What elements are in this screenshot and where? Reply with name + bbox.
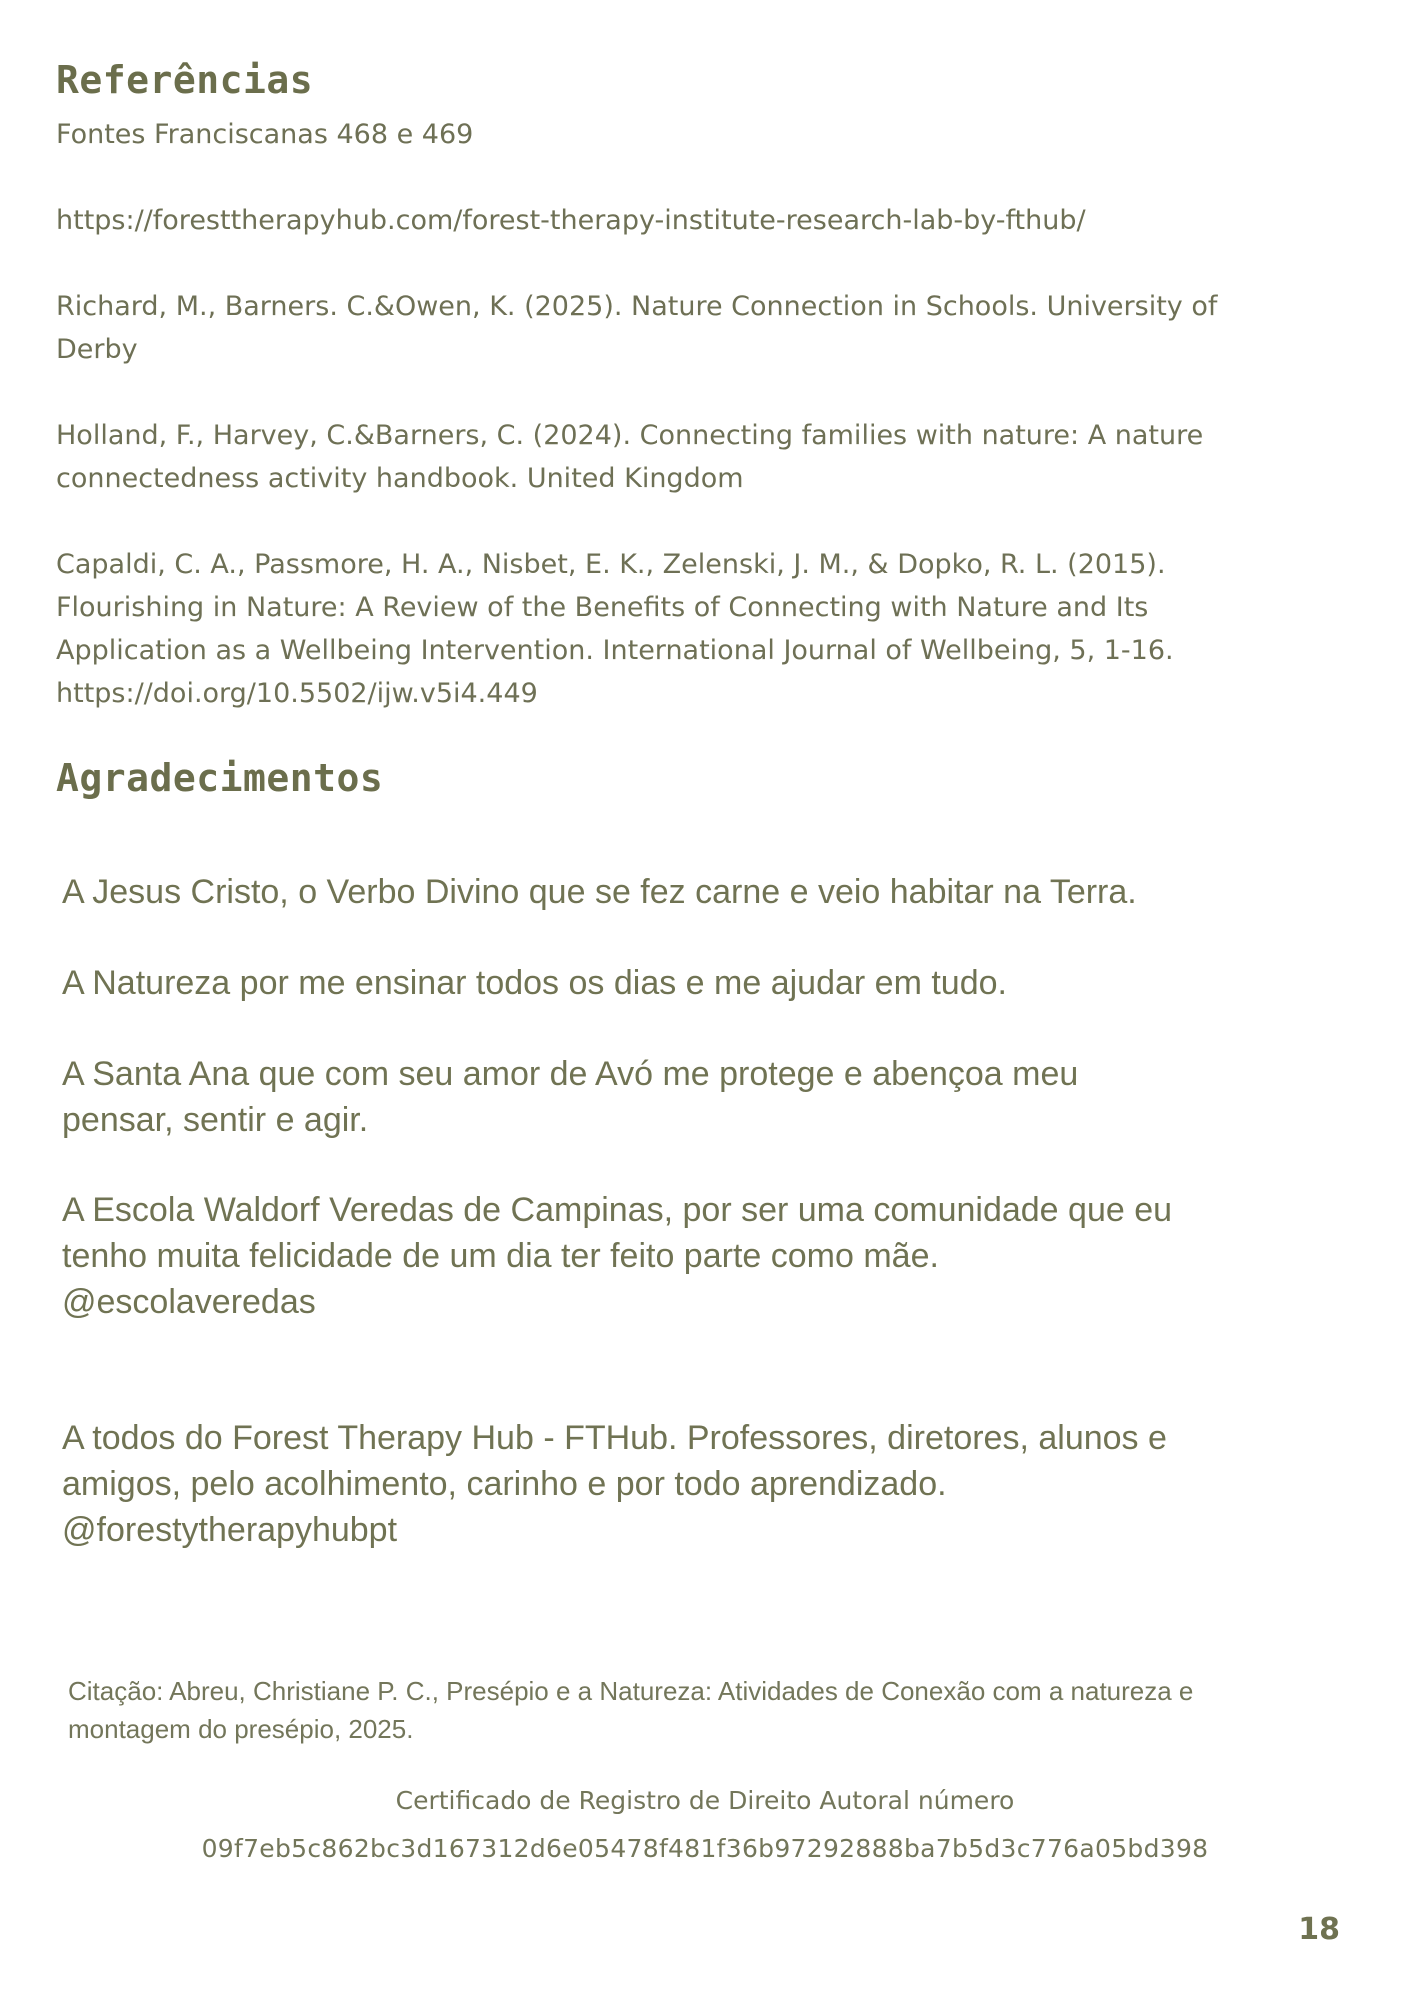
acknowledgement-item xyxy=(62,1051,1302,1143)
reference-item: Capaldi, C. A., Passmore, H. A., Nisbet, E. K., Zelenski, J. M., & Dopko, R. L. (2015). Flourishing in Nature: A Review of the Benefits of Connecting with Nature and Its Application as a Wellbeing Intervention. International Journal of Wellbeing, 5, 1-16. https://doi.org/10.5502/ijw.v5i4.449 xyxy=(56,549,1174,709)
instagram-handle[interactable]: @escolaveredas xyxy=(62,1283,316,1321)
acknowledgement-item xyxy=(62,869,1302,915)
acknowledgement-item xyxy=(62,1187,1302,1325)
acknowledgement-line: A todos do Forest Therapy Hub - FTHub. Professores, diretores, alunos e xyxy=(62,1419,1167,1457)
acknowledgement-line: A Natureza por me ensinar todos os dias e me ajudar em tudo. xyxy=(62,964,1007,1002)
page-number: 18 xyxy=(1298,1912,1340,1947)
certificate-hash: 09f7eb5c862bc3d167312d6e05478f481f36b97292888ba7b5d3c776a05bd398 xyxy=(201,1834,1209,1863)
acknowledgements-heading: Agradecimentos xyxy=(56,756,384,800)
reference-item: Holland, F., Harvey, C.&Barners, C. (2024). Connecting families with nature: A nature connectedness activity handbook. United Kingdom xyxy=(56,420,1204,494)
acknowledgement-item xyxy=(62,960,1302,1006)
acknowledgement-line: A Jesus Cristo, o Verbo Divino que se fez carne e veio habitar na Terra. xyxy=(62,873,1137,911)
acknowledgement-line: pensar, sentir e agir. xyxy=(62,1101,369,1139)
reference-link[interactable]: https://foresttherapyhub.com/forest-therapy-institute-research-lab-by-fthub/ xyxy=(56,205,1086,236)
acknowledgement-line: tenho muita felicidade de um dia ter feito parte como mãe. xyxy=(62,1237,939,1275)
acknowledgement-line: A Escola Waldorf Veredas de Campinas, por ser uma comunidade que eu xyxy=(62,1191,1173,1229)
acknowledgement-line: A Santa Ana que com seu amor de Avó me protege e abençoa meu xyxy=(62,1055,1079,1093)
reference-item: Fontes Franciscanas 468 e 469 xyxy=(56,119,474,150)
reference-item: Richard, M., Barners. C.&Owen, K. (2025). Nature Connection in Schools. University of Derby xyxy=(56,291,1218,365)
references-heading: Referências xyxy=(56,58,314,102)
instagram-handle[interactable]: @forestytherapyhubpt xyxy=(62,1511,398,1549)
acknowledgement-item xyxy=(62,1415,1302,1553)
certificate-label: Certificado de Registro de Direito Autoral número xyxy=(395,1786,1015,1815)
citation: Citação: Abreu, Christiane P. C., Presépio e a Natureza: Atividades de Conexão com a natureza e montagem do presépio, 2025. xyxy=(68,1676,1194,1744)
acknowledgement-line: amigos, pelo acolhimento, carinho e por todo aprendizado. xyxy=(62,1465,947,1503)
